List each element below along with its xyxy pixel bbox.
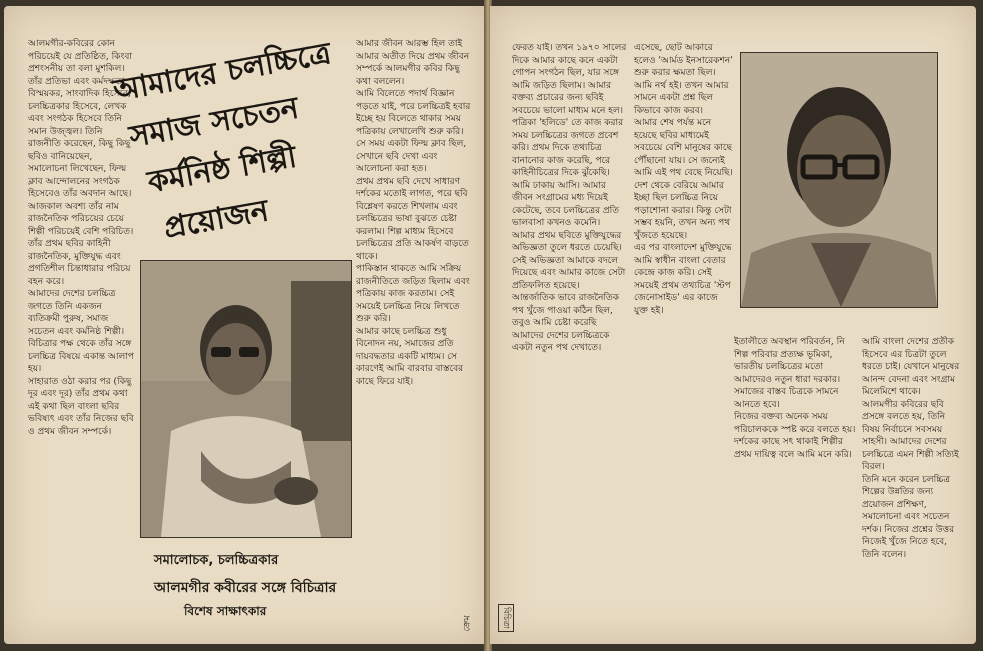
paragraph: আমাদের দেশের চলচ্চিত্র জগতে তিনি একজন ব্যতিক্রমী পুরুষ, সমাজ সচেতন এবং কর্মনিষ্ঠ শিল্পী। বিচিত্রার পক্ষ থেকে তাঁর সঙ্গে চলচ্চিত্র বিষয়ে একান্ত আলাপ হয়। <box>28 289 134 374</box>
headline-line-1: আমাদের চলচ্চিত্রে <box>110 36 334 109</box>
folio-mark: বিচিত্রা <box>498 604 514 632</box>
paragraph: এসেছে, ছোট আকারে হলেও 'আর্মড ইনসারেকশন' শুরু করার ক্ষমতা ছিল। আমি নর্থ হই। তখন আমার সামনে একটা প্রশ্ন ছিল কিভাবে কাজ করব। <box>634 43 733 116</box>
paragraph: আমার কাছে চলচ্চিত্র শুধু বিনোদন নয়, সমাজের প্রতি দায়বদ্ধতার একটি মাধ্যম। সে কারণেই আমি বারবার বাস্তবের কাছে ফিরে যাই। <box>356 326 464 387</box>
portrait-photo-left <box>140 260 352 538</box>
headline <box>110 27 383 275</box>
caption-role: সমালোচক, চলচ্চিত্রকার <box>154 553 279 568</box>
right-col-2 <box>634 42 734 632</box>
paragraph: আমি বাংলা দেশের প্রতীক হিসেবে এর চিত্রটা তুলে ধরতে চাই। যেখানে মানুষের আনন্দ বেদনা এবং সংগ্রাম মিলেমিশে থাকে। <box>862 337 960 397</box>
paragraph: এর পর বাংলাদেশ মুক্তিযুদ্ধে আমি স্বাধীন বাংলা বেতার কেন্দ্রে কাজ করি। সেই সময়েই প্রথম তথ্যচিত্র 'স্টপ জেনোসাইড' এর কাজে যুক্ত হই। <box>634 243 732 316</box>
caption-special: বিশেষ সাক্ষাৎকার <box>184 604 267 618</box>
side-mark: ক্রেম <box>462 615 473 632</box>
headline-line-4: প্রয়োজন <box>161 193 272 247</box>
paragraph: আলমগীর-কবিরের কোন পরিচয়েই যে প্রতিষ্ঠিত, কিংবা প্রশংসনীয় তা বলা মুশকিল। তাঁর প্রতিভা এবং কর্মদক্ষতা বিস্ময়কর, সাংবাদিক হিসেবে, চলচ্চিত্রকার হিসেবে, লেখক এবং সংগঠক হিসেবে তিনি সমান উজ্জ্বল। তিনি রাজনীতি করেছেন, কিছু কিছু ছবিও বানিয়েছেন, সমালোচনা লিখেছেন, ফিল্ম ক্লাব আন্দোলনের সংগঠক হিসেবেও তাঁর অবদান আছে। <box>28 39 132 199</box>
right-page <box>490 6 976 644</box>
paragraph: আমার শেষ পর্যন্ত মনে হয়েছে ছবির মাধ্যমেই সবচেয়ে বেশি মানুষের কাছে পৌঁছানো যায়। সে জন্যেই আমি এই পথ বেছে নিয়েছি। <box>634 118 733 178</box>
paragraph: ফেরত যাই। তখন ১৯৭০ সালের দিকে আমার কাছে কনে একটা গোপন সংগঠন ছিল, যার সঙ্গে আমি জড়িত ছিলাম। আমার বক্তব্য প্রচারের জন্য ছবিই সবচেয়ে ভালো মাধ্যম মনে হল। <box>512 43 627 116</box>
left-col-1 <box>28 38 134 633</box>
right-col-4 <box>862 336 962 631</box>
paragraph: পাকিস্তান থাকতে আমি সক্রিয় রাজনীতিতে জড়িত ছিলাম এবং পত্রিকায় কাজ করতাম। সেই সময়েই চলচ্চিত্র নিয়ে লিখতে শুরু করি। <box>356 264 470 324</box>
paragraph: সাহারাত ওঠা করার পর (কিছু দূর এবং দূর) তাঁর প্রথম কথা এই কথা ছিল বাংলা ছবির ভবিষ্যৎ এবং তাঁর নিজের ছবি ও প্রথম জীবন সম্পর্কে। <box>28 376 134 437</box>
left-col-2 <box>356 38 472 633</box>
paragraph: আন্তর্জাতিক ভাবে রাজনৈতিক পথ খুঁজে পাওয়া কঠিন ছিল, তবুও আমি চেষ্টা করেছি আমাদের দেশের চলচ্চিত্রকে একটা নতুন পথ দেখাতে। <box>512 293 620 353</box>
paragraph: দেশ থেকে বেরিয়ে আমার ইচ্ছা ছিল চলচ্চিত্র নিয়ে পড়াশোনা করার। কিন্তু সেটা সম্ভব হয়নি, তখন অন্য পথ খুঁজতে হয়েছে। <box>634 180 732 241</box>
paragraph: প্রথম প্রথম ছবি দেখে সাধারণ দর্শকের মতোই লাগত, পরে ছবি বিশ্লেষণ করতে শিখলাম এবং চলচ্চিত্রের ভাষা বুঝতে চেষ্টা করলাম। শিল্প মাধ্যম হিসেবে চলচ্চিত্রের প্রতি আকর্ষণ বাড়তে থাকে। <box>356 176 469 262</box>
paragraph: আমার প্রথম ছবিতে মুক্তিযুদ্ধের অভিজ্ঞতা তুলে ধরতে চেয়েছি। সেই অভিজ্ঞতা আমাকে বদলে দিয়েছে এবং আমার কাজে সেটা প্রতিফলিত হয়েছে। <box>512 230 626 291</box>
right-col-3 <box>734 336 858 631</box>
paragraph: আমি বিলেতে পদার্থ বিজ্ঞান পড়তে যাই, পরে চলচ্চিত্রই হবার ইচ্ছে হয় বিলেতে থাকার সময় পত্রিকায় লেখালেখি শুরু করি। সে সময় একটা ফিল্ম ক্লাব ছিল, সেখানে ছবি দেখা এবং আলোচনা করা হত। <box>356 89 471 174</box>
paragraph: নিজের বক্তব্য অনেক সময় পরিচালককে স্পষ্ট করে বলতে হয়। দর্শকের কাছে সৎ থাকাই শিল্পীর প্রথম দায়িত্ব বলে আমি মনে করি। <box>734 412 856 460</box>
headline-line-3: কর্মনিষ্ঠ শিল্পী <box>145 139 300 201</box>
paragraph: তিনি মনে করেন চলচ্চিত্র শিল্পের উন্নতির জন্য প্রয়োজন প্রশিক্ষণ, সমালোচনা এবং সচেতন দর্শক। নিজের প্রশ্নের উত্তর নিজেই খুঁজে নিতে হবে, তিনি বলেন। <box>862 474 955 560</box>
left-page <box>4 6 486 644</box>
paragraph: ইতালীতে অবস্থান পরিবর্তন, নি শিল্প পরিবার প্রত্যক্ষ ভূমিকা, ভারতীয় চলচ্চিত্রের মতো আমাদেরও নতুন ধারা দরকার। সমাজের বাস্তব চিত্রকে সামনে আনতে হবে। <box>734 337 845 410</box>
paragraph: আলমগীর কবিরের ছবি প্রসঙ্গে বলতে হয়, তিনি বিষয় নির্বাচনে সবসময় সাহসী। আমাদের দেশের চলচ্চিত্রে এমন শিল্পী সত্যিই বিরল। <box>862 399 959 472</box>
paragraph: আজকাল অবশ্য তাঁর নাম রাজনৈতিক পরিচয়ের চেয়ে শিল্পী পরিচয়েই বেশি পরিচিত। তাঁর প্রথম ছবির কাহিনী রাজনৈতিক, মুক্তিযুদ্ধ এবং প্রগতিশীল চিন্তাধারার পরিচয় বহন করে। <box>28 201 134 287</box>
paragraph: আমার জীবন আরম্ভ হিল তাই আমার অতীত দিয়ে প্রথম জীবন সম্পর্কে আলমগীর কবির কিছু কথা বললেন। <box>356 39 470 87</box>
portrait-photo-right <box>740 52 938 308</box>
paragraph: আমি ঢাকায় আসি। আমার জীবন সংগ্রামের মধ্য দিয়েই কেটেছে, তবে চলচ্চিত্রের প্রতি ভালবাসা কখনও কমেনি। <box>512 180 619 228</box>
right-col-1 <box>512 42 628 607</box>
paragraph: পত্রিকা 'হলিডে' তে কাজ করার সময় চলচ্চিত্রের জগতে প্রবেশ করি। প্রথম দিকে তথ্যচিত্র বানানোর কাজ করেছি, পরে কাহিনীচিত্রের দিকে ঝুঁকেছি। <box>512 118 624 178</box>
headline-line-2: সমাজ সচেতন <box>126 90 302 155</box>
caption-interview: আলমগীর কবীরের সঙ্গে বিচিত্রার <box>154 580 337 596</box>
